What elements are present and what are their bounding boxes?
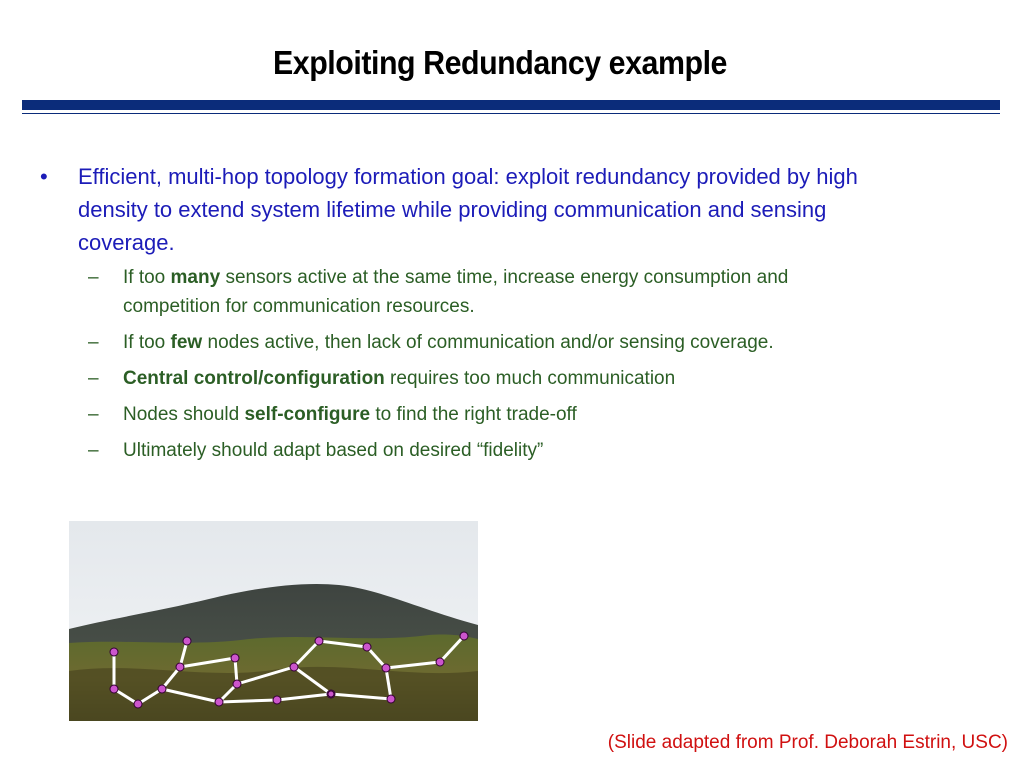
sensor-node-icon	[315, 637, 323, 645]
sub-bullet-fidelity: – Ultimately should adapt based on desired “fidelity”	[88, 436, 888, 465]
sensor-node-icon	[134, 700, 142, 708]
sensor-node-icon	[436, 658, 444, 666]
sensor-node-icon	[387, 695, 395, 703]
emphasis-self-configure: self-configure	[244, 404, 371, 425]
sensor-node-icon	[110, 685, 118, 693]
slide-credit: (Slide adapted from Prof. Deborah Estrin, USC)	[607, 732, 1008, 753]
sensor-node-icon	[215, 698, 223, 706]
sub-bullet-central-control: – Central control/configuration requires too much communication	[88, 364, 888, 393]
dash-marker: –	[88, 267, 99, 288]
sensor-node-icon	[231, 654, 239, 662]
sensor-node-icon	[183, 637, 191, 645]
sensor-node-icon	[328, 691, 334, 697]
dash-marker: –	[88, 368, 99, 389]
landscape-network-photo	[69, 521, 478, 721]
sensor-node-icon	[233, 680, 241, 688]
sub-bullet-few: – If too few nodes active, then lack of communication and/or sensing coverage.	[88, 328, 888, 357]
landscape-svg	[69, 521, 478, 721]
sub-bullet-many: – If too many sensors active at the same time, increase energy consumption and competition for communication resources.	[88, 263, 888, 321]
sub-bullet-list	[88, 263, 888, 472]
bullet-marker: •	[40, 164, 48, 189]
foreground-brush	[69, 667, 478, 721]
sensor-node-icon	[158, 685, 166, 693]
sensor-node-icon	[382, 664, 390, 672]
dash-marker: –	[88, 440, 99, 461]
sensor-node-icon	[273, 696, 281, 704]
slide-title: Exploiting Redundancy example	[273, 44, 727, 81]
sensor-node-icon	[110, 648, 118, 656]
dash-marker: –	[88, 332, 99, 353]
sub-bullet-self-configure: – Nodes should self-configure to find the right trade-off	[88, 400, 888, 429]
sensor-node-icon	[460, 632, 468, 640]
main-bullet-text: Efficient, multi-hop topology formation goal: exploit redundancy provided by high density to extend system lifetime while providing communication and sensing coverage.	[78, 164, 858, 255]
emphasis-central-control: Central control/configuration	[123, 368, 385, 389]
sensor-node-icon	[290, 663, 298, 671]
title-divider-thick	[22, 100, 1000, 110]
title-divider-thin	[22, 113, 1000, 114]
emphasis-few: few	[170, 332, 203, 353]
sensor-node-icon	[363, 643, 371, 651]
dash-marker: –	[88, 404, 99, 425]
sensor-node-icon	[176, 663, 184, 671]
emphasis-many: many	[170, 267, 221, 288]
